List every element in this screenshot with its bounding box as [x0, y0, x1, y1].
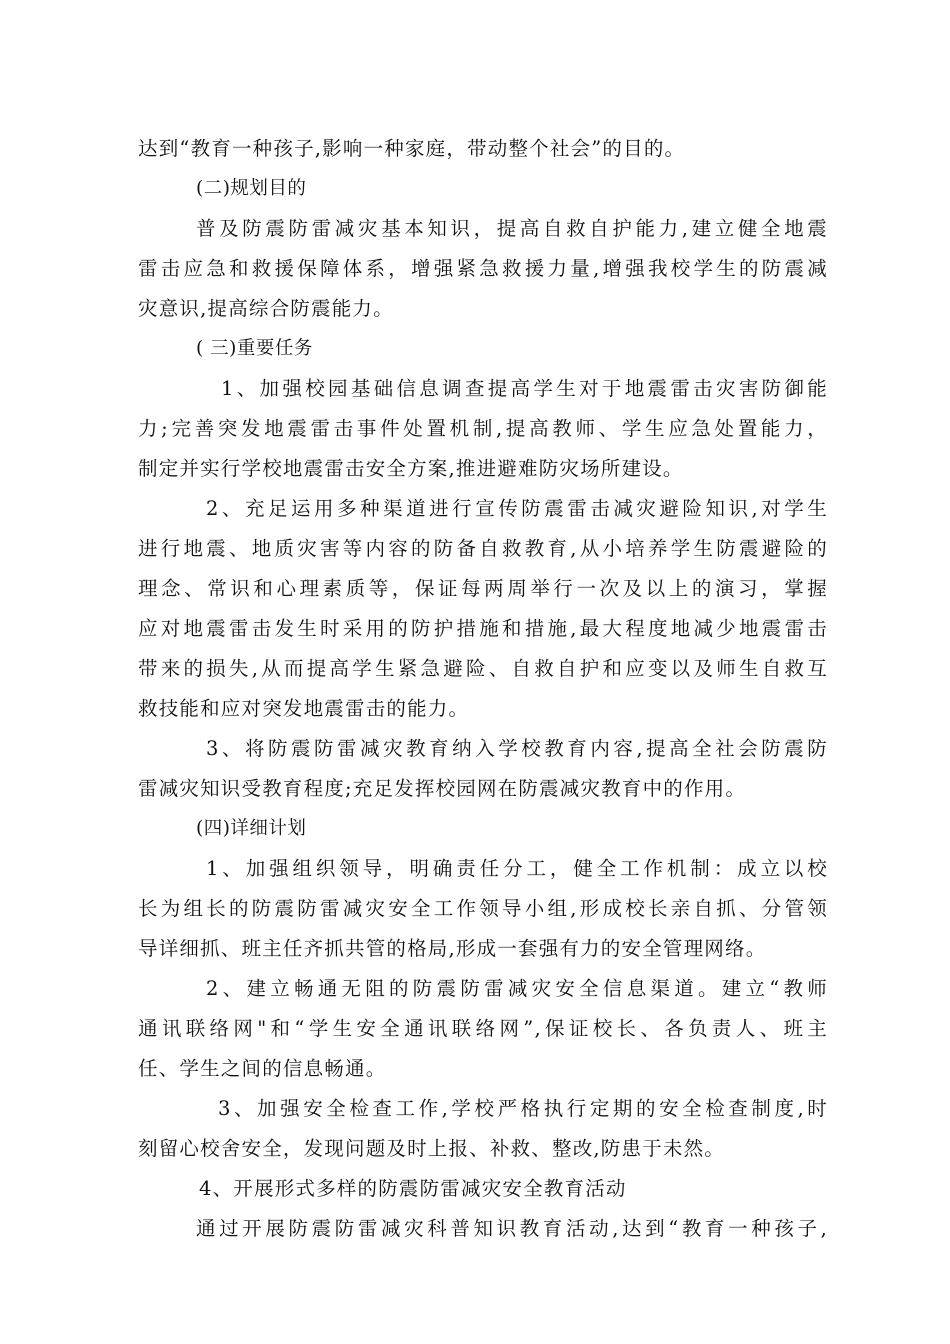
paragraph-line: 带来的损失,从而提高学生紧急避险、自救自护和应变以及师生自救互 [138, 657, 828, 680]
paragraph-line: 进行地震、地质灾害等内容的防备自救教育,从小培养学生防震避险的 [138, 537, 828, 560]
paragraph-line: 普及防震防雷减灾基本知识，提高自救自护能力,建立健全地震 [196, 217, 828, 240]
paragraph-line: 导详细抓、班主任齐抓共管的格局,形成一套强有力的安全管理网络。 [138, 937, 767, 960]
paragraph-line: 通过开展防震防雷减灾科普知识教育活动,达到“教育一种孩子, [196, 1217, 828, 1240]
paragraph-line: 灾意识,提高综合防震能力。 [138, 297, 394, 320]
section-heading: (二)规划目的 [196, 178, 307, 199]
paragraph-line: 力;完善突发地震雷击事件处置机制,提高教师、学生应急处置能力， [138, 417, 828, 440]
paragraph-line: 刻留心校舍安全，发现问题及时上报、补救、整改,防患于未然。 [138, 1137, 725, 1160]
paragraph-line: 制定并实行学校地震雷击安全方案,推进避难防灾场所建设。 [138, 457, 684, 480]
paragraph-line: 救技能和应对突发地震雷击的能力。 [138, 697, 470, 720]
paragraph-line: 任、学生之间的信息畅通。 [138, 1057, 387, 1080]
paragraph-line: 通讯联络网"和“学生安全通讯联络网”,保证校长、各负责人、班主 [138, 1017, 828, 1040]
paragraph-line: 4、开展形式多样的防震防雷减灾安全教育活动 [199, 1177, 627, 1200]
paragraph-line: 雷减灾知识受教育程度;充足发挥校园网在防震减灾教育中的作用。 [138, 777, 747, 800]
paragraph-line: 理念、常识和心理素质等，保证每两周举行一次及以上的演习，掌握 [138, 577, 828, 600]
paragraph-line: 1、加强组织领导，明确责任分工，健全工作机制：成立以校 [206, 857, 828, 880]
section-heading: ( 三)重要任务 [196, 338, 313, 359]
section-heading: (四)详细计划 [196, 818, 307, 839]
paragraph-line: 长为组长的防震防雷减灾安全工作领导小组,形成校长亲自抓、分管领 [138, 897, 828, 920]
paragraph-line: 应对地震雷击发生时采用的防护措施和措施,最大程度地减少地震雷击 [138, 617, 828, 640]
paragraph-line: 3、加强安全检查工作,学校严格执行定期的安全检查制度,时 [218, 1097, 828, 1120]
paragraph-line: 2、充足运用多种渠道进行宣传防震雷击减灾避险知识,对学生 [206, 497, 828, 520]
paragraph-line: 1、加强校园基础信息调查提高学生对于地震雷击灾害防御能 [221, 377, 828, 400]
paragraph-line: 雷击应急和救援保障体系，增强紧急救援力量,增强我校学生的防震减 [138, 257, 828, 280]
paragraph-line: 2、建立畅通无阻的防震防雷减灾安全信息渠道。建立“教师 [206, 977, 828, 1000]
paragraph-line: 3、将防震防雷减灾教育纳入学校教育内容,提高全社会防震防 [206, 737, 828, 760]
paragraph-line: 达到“教育一种孩子,影响一种家庭，带动整个社会”的目的。 [138, 137, 686, 160]
